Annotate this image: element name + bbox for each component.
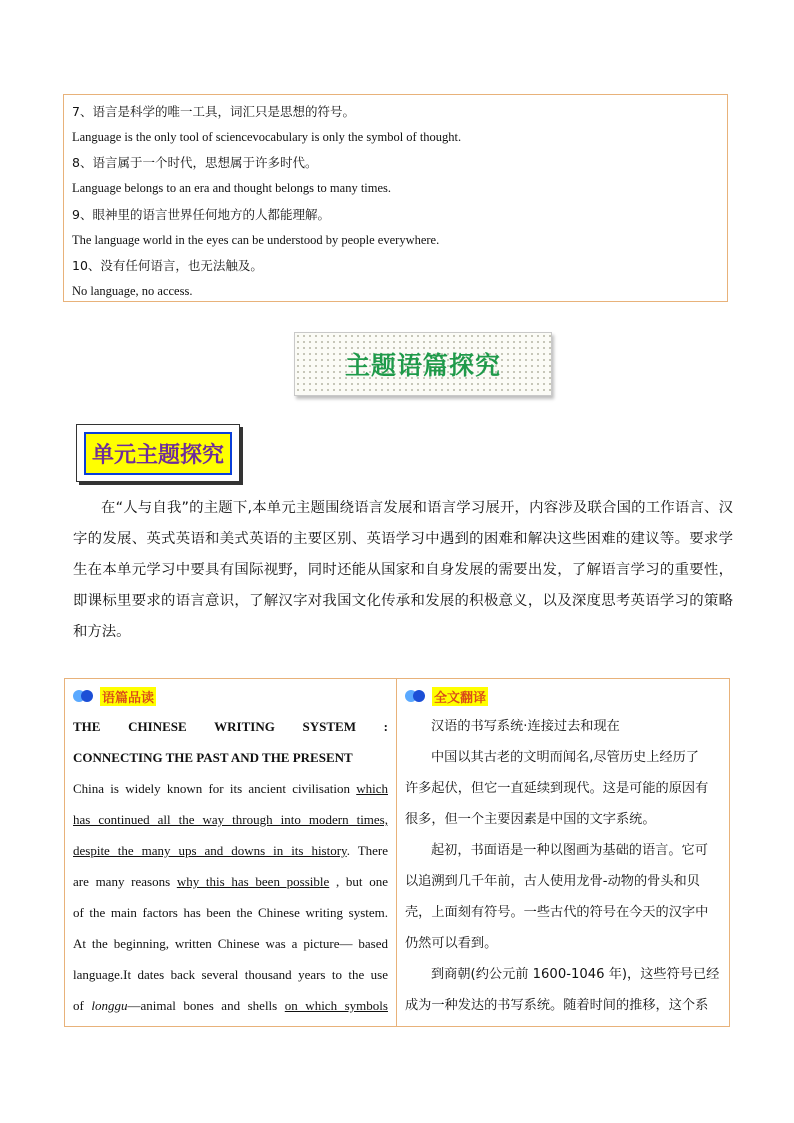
reading-tag-label: 语篇品读 bbox=[100, 687, 156, 706]
quote-en-10: No language, no access. bbox=[72, 283, 193, 298]
reading-line: language.It dates back several thousand years to the use bbox=[73, 967, 388, 982]
reading-title-line1 bbox=[73, 711, 388, 742]
translation-line: 以追溯到几千年前，古人使用龙骨-动物的骨头和贝 bbox=[405, 874, 700, 889]
translation-line: 成为一种发达的书写系统。随着时间的推移，这个系 bbox=[405, 998, 709, 1013]
title-word: WRITING bbox=[214, 719, 275, 734]
translation-column bbox=[397, 679, 728, 1026]
reading-tag bbox=[73, 685, 388, 707]
quote-zh-8: 8、语言属于一个时代，思想属于许多时代。 bbox=[72, 155, 318, 171]
translation-line: 壳，上面刻有符号。一些古代的符号在今天的汉字中 bbox=[405, 905, 709, 920]
translation-line: 到商朝(约公元前 1600-1046 年)，这些符号已经 bbox=[431, 967, 720, 982]
quote-zh-9: 9、眼神里的语言世界任何地方的人都能理解。 bbox=[72, 206, 330, 222]
translation-line: 汉语的书写系统·连接过去和现在 bbox=[431, 719, 620, 734]
reading-line: At the beginning, written Chinese was a picture— based bbox=[73, 936, 388, 951]
reading-column bbox=[65, 679, 397, 1026]
reading-title-line2: CONNECTING THE PAST AND THE PRESENT bbox=[73, 750, 353, 765]
reading-line: of the main factors has been the Chinese writing system. bbox=[73, 905, 388, 920]
quote-zh-7: 7、语言是科学的唯一工具，词汇只是思想的符号。 bbox=[72, 104, 355, 119]
translation-tag-label: 全文翻译 bbox=[432, 687, 488, 706]
quote-en-7: Language is the only tool of sciencevocabulary is only the symbol of thought. bbox=[72, 129, 462, 144]
reading-line: of longgu—animal bones and shells on which symbols bbox=[73, 998, 388, 1013]
dots-icon bbox=[73, 690, 95, 702]
reading-line: China is widely known for its ancient civilisation which bbox=[73, 781, 388, 796]
translation-line: 很多，但一个主要因素是中国的文字系统。 bbox=[405, 812, 656, 827]
quote-en-8: Language belongs to an era and thought belongs to many times. bbox=[72, 181, 392, 196]
quotes-box bbox=[63, 94, 728, 302]
unit-theme-heading: 单元主题探究 bbox=[84, 432, 232, 475]
title-word: SYSTEM bbox=[302, 719, 356, 734]
unit-theme-paragraph: 在“人与自我”的主题下,本单元主题围绕语言发展和语言学习展开，内容涉及联合国的工作语言、汉字的发展、英式英语和美式英语的主要区别、英语学习中遇到的困难和解决这些困难的建议等。要求学生在本单元学习中要具有国际视野，同时还能从国家和自身发展的需要出发，了解语言学习的重要性，即课标里要求的语言意识，了解汉字对我国文化传承和发展的积极意义，以及深度思考英语学习的策略和方法。 bbox=[73, 500, 733, 640]
translation-line: 许多起伏，但它一直延续到现代。这是可能的原因有 bbox=[405, 781, 709, 796]
reading-line: are many reasons why this has been possible , but one bbox=[73, 874, 388, 889]
reading-translation-table bbox=[64, 678, 730, 1027]
quote-zh-10: 10、没有任何语言，也无法触及。 bbox=[72, 258, 263, 274]
title-word: : bbox=[383, 719, 389, 734]
section-title-banner bbox=[294, 332, 552, 396]
title-word: CHINESE bbox=[128, 719, 187, 734]
section-title: 主题语篇探究 bbox=[344, 351, 501, 380]
reading-line: has continued all the way through into modern times, bbox=[73, 812, 388, 827]
quote-en-9: The language world in the eyes can be understood by people everywhere. bbox=[72, 232, 440, 247]
title-word: THE bbox=[73, 719, 101, 734]
dots-icon bbox=[405, 690, 427, 702]
translation-tag bbox=[405, 685, 720, 707]
reading-line: despite the many ups and downs in its history. There bbox=[73, 843, 389, 858]
unit-theme-heading-box bbox=[76, 424, 240, 482]
translation-line: 仍然可以看到。 bbox=[405, 936, 498, 951]
translation-line: 中国以其古老的文明而闻名,尽管历史上经历了 bbox=[431, 750, 699, 765]
translation-line: 起初，书面语是一种以图画为基础的语言。它可 bbox=[431, 843, 708, 858]
